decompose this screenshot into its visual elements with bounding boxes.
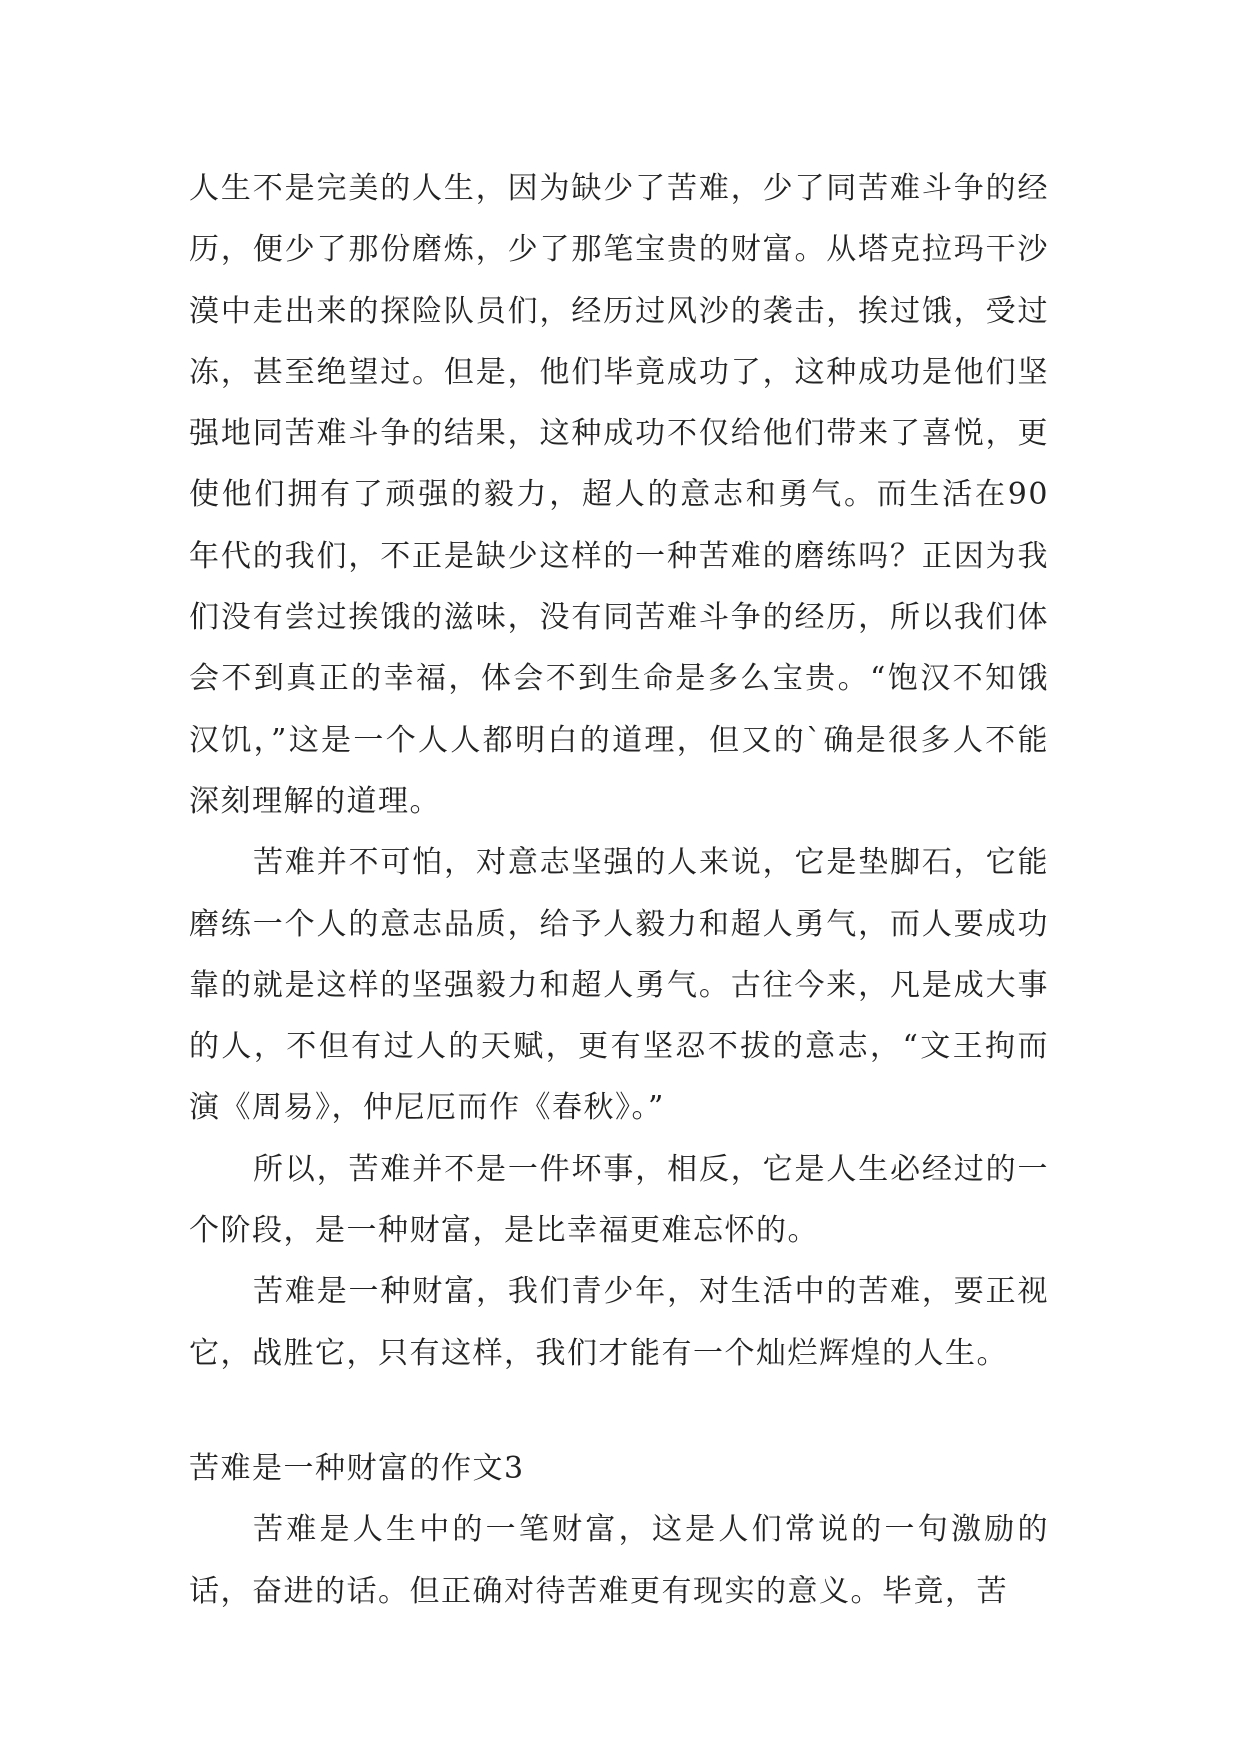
document-body — [189, 158, 1049, 1622]
paragraph-3: 所以，苦难并不是一件坏事，相反，它是人生必经过的一个阶段，是一种财富，是比幸福更难忘怀的。 — [189, 1151, 1049, 1249]
section-paragraph-1: 苦难是人生中的一笔财富，这是人们常说的一句激励的话，奋进的话。但正确对待苦难更有现实的意义。毕竟，苦 — [189, 1512, 1049, 1609]
section-title: 苦难是一种财富的作文3 — [189, 1450, 525, 1486]
paragraph-1: 人生不是完美的人生，因为缺少了苦难，少了同苦难斗争的经历，便少了那份磨炼，少了那笔宝贵的财富。从塔克拉玛干沙漠中走出来的探险队员们，经历过风沙的袭击，挨过饿，受过冻，甚至绝望过。但是，他们毕竟成功了，这种成功是他们坚强地同苦难斗争的结果，这种成功不仅给他们带来了喜悦，更使他们拥有了顽强的毅力，超人的意志和勇气。而生活在90年代的我们，不正是缺少这样的一种苦难的磨练吗？正因为我们没有尝过挨饿的滋味，没有同苦难斗争的经历，所以我们体会不到真正的幸福，体会不到生命是多么宝贵。“饱汉不知饿汉饥，”这是一个人人都明白的道理，但又的`确是很多人不能深刻理解的道理。 — [189, 171, 1049, 819]
paragraph-2: 苦难并不可怕，对意志坚强的人来说，它是垫脚石，它能磨练一个人的意志品质，给予人毅力和超人勇气，而人要成功靠的就是这样的坚强毅力和超人勇气。古往今来，凡是成大事的人，不但有过人的天赋，更有坚忍不拔的意志，“文王拘而演《周易》，仲尼厄而作《春秋》。” — [189, 845, 1049, 1126]
paragraph-4: 苦难是一种财富，我们青少年，对生活中的苦难，要正视它，战胜它，只有这样，我们才能有一个灿烂辉煌的人生。 — [189, 1274, 1049, 1371]
